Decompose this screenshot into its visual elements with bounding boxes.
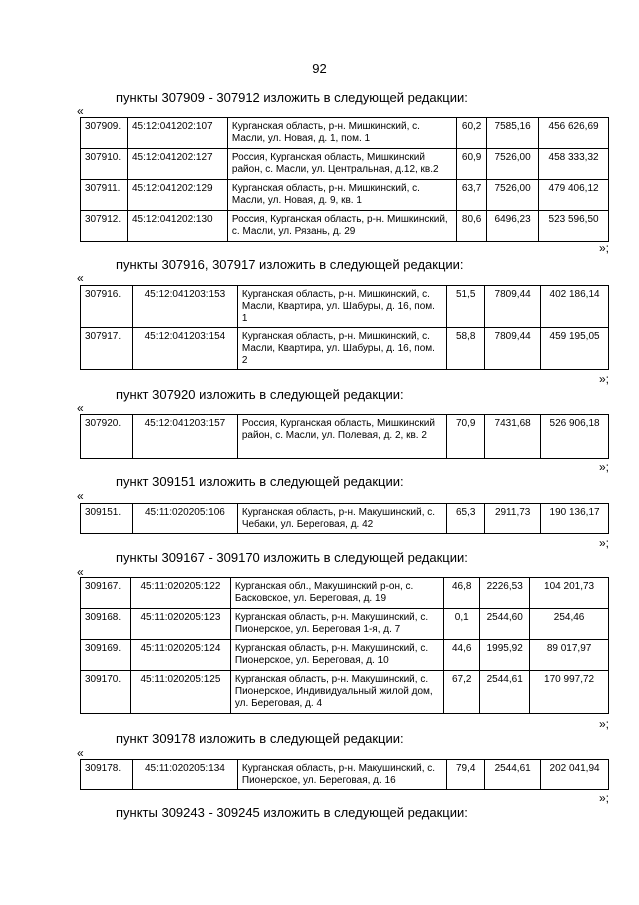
section-intro: пункт 309151 изложить в следующей редакции: bbox=[116, 474, 404, 489]
address: Курганская область, р-н. Мишкинский, с. Масли, ул. Новая, д. 1, пом. 1 bbox=[227, 118, 456, 149]
area: 0,1 bbox=[444, 609, 480, 640]
area: 63,7 bbox=[457, 180, 487, 211]
address: Курганская область, р-н. Макушинский, с. Пионерское, Индивидуальный жилой дом, ул. Береговая, д. 4 bbox=[230, 671, 443, 714]
total: 523 596,50 bbox=[539, 211, 609, 242]
total: 254,46 bbox=[530, 609, 609, 640]
page-number: 92 bbox=[312, 61, 327, 76]
area: 51,5 bbox=[447, 286, 485, 328]
area: 67,2 bbox=[444, 671, 480, 714]
table-row bbox=[81, 149, 609, 180]
total: 202 041,94 bbox=[541, 760, 609, 790]
address: Россия, Курганская область, р-н. Мишкинский, с. Масли, ул. Рязань, д. 29 bbox=[227, 211, 456, 242]
price: 2226,53 bbox=[480, 578, 530, 609]
address: Курганская область, р-н. Мишкинский, с. Масли, Квартира, ул. Шабуры, д. 16, пом. 2 bbox=[237, 328, 446, 370]
table-row bbox=[81, 504, 609, 534]
table-row bbox=[81, 415, 609, 459]
total: 402 186,14 bbox=[541, 286, 609, 328]
price: 2544,61 bbox=[480, 671, 530, 714]
table-row bbox=[81, 180, 609, 211]
table-row bbox=[81, 328, 609, 370]
register-table bbox=[80, 414, 609, 459]
area: 44,6 bbox=[444, 640, 480, 671]
open-quote: « bbox=[77, 401, 84, 415]
row-number: 307910. bbox=[81, 149, 128, 180]
cadastral-number: 45:12:041203:154 bbox=[132, 328, 237, 370]
cadastral-number: 45:12:041202:129 bbox=[127, 180, 227, 211]
row-number: 307916. bbox=[81, 286, 133, 328]
total: 190 136,17 bbox=[541, 504, 609, 534]
cadastral-number: 45:11:020205:125 bbox=[130, 671, 230, 714]
price: 7585,16 bbox=[487, 118, 539, 149]
area: 80,6 bbox=[457, 211, 487, 242]
cadastral-number: 45:11:020205:134 bbox=[132, 760, 237, 790]
row-number: 307909. bbox=[81, 118, 128, 149]
close-quote: »; bbox=[598, 536, 609, 550]
section-intro: пункты 307909 - 307912 изложить в следующей редакции: bbox=[116, 90, 468, 105]
table-row bbox=[81, 671, 609, 714]
section-intro: пункты 307916, 307917 изложить в следующей редакции: bbox=[116, 257, 464, 272]
open-quote: « bbox=[77, 565, 84, 579]
register-table bbox=[80, 117, 609, 242]
address: Курганская область, р-н. Мишкинский, с. Масли, ул. Новая, д. 9, кв. 1 bbox=[227, 180, 456, 211]
area: 58,8 bbox=[447, 328, 485, 370]
address: Курганская область, р-н. Макушинский, с. Пионерское, ул. Береговая, д. 16 bbox=[237, 760, 446, 790]
open-quote: « bbox=[77, 489, 84, 503]
price: 1995,92 bbox=[480, 640, 530, 671]
total: 104 201,73 bbox=[530, 578, 609, 609]
area: 60,9 bbox=[457, 149, 487, 180]
row-number: 307920. bbox=[81, 415, 133, 459]
register-table bbox=[80, 577, 609, 714]
row-number: 307917. bbox=[81, 328, 133, 370]
section-intro: пункты 309167 - 309170 изложить в следующей редакции: bbox=[116, 550, 468, 565]
table-row bbox=[81, 118, 609, 149]
table-row bbox=[81, 640, 609, 671]
cadastral-number: 45:12:041203:153 bbox=[132, 286, 237, 328]
price: 2544,60 bbox=[480, 609, 530, 640]
total: 170 997,72 bbox=[530, 671, 609, 714]
row-number: 309151. bbox=[81, 504, 133, 534]
register-table bbox=[80, 285, 609, 370]
close-quote: »; bbox=[598, 372, 609, 386]
table-row bbox=[81, 286, 609, 328]
table-row bbox=[81, 609, 609, 640]
address: Курганская область, р-н. Макушинский, с. Пионерское, ул. Береговая 1-я, д. 7 bbox=[230, 609, 443, 640]
row-number: 307911. bbox=[81, 180, 128, 211]
row-number: 309178. bbox=[81, 760, 133, 790]
area: 70,9 bbox=[447, 415, 485, 459]
price: 2911,73 bbox=[485, 504, 541, 534]
total: 89 017,97 bbox=[530, 640, 609, 671]
address: Россия, Курганская область, Мишкинский район, с. Масли, ул. Полевая, д. 2, кв. 2 bbox=[237, 415, 446, 459]
cadastral-number: 45:12:041202:107 bbox=[127, 118, 227, 149]
total: 456 626,69 bbox=[539, 118, 609, 149]
open-quote: « bbox=[77, 104, 84, 118]
total: 479 406,12 bbox=[539, 180, 609, 211]
close-quote: »; bbox=[598, 460, 609, 474]
row-number: 309169. bbox=[81, 640, 131, 671]
address: Россия, Курганская область, Мишкинский район, с. Масли, ул. Центральная, д.12, кв.2 bbox=[227, 149, 456, 180]
cadastral-number: 45:12:041202:130 bbox=[127, 211, 227, 242]
price: 7431,68 bbox=[485, 415, 541, 459]
price: 2544,61 bbox=[485, 760, 541, 790]
price: 7809,44 bbox=[485, 328, 541, 370]
close-quote: »; bbox=[598, 791, 609, 805]
price: 7809,44 bbox=[485, 286, 541, 328]
area: 60,2 bbox=[457, 118, 487, 149]
table-row bbox=[81, 211, 609, 242]
table-row bbox=[81, 760, 609, 790]
address: Курганская область, р-н. Макушинский, с. Чебаки, ул. Береговая, д. 42 bbox=[237, 504, 446, 534]
register-table bbox=[80, 503, 609, 534]
price: 7526,00 bbox=[487, 149, 539, 180]
price: 7526,00 bbox=[487, 180, 539, 211]
open-quote: « bbox=[77, 746, 84, 760]
address: Курганская обл., Макушинский р-он, с. Басковское, ул. Береговая, д. 19 bbox=[230, 578, 443, 609]
area: 79,4 bbox=[447, 760, 485, 790]
cadastral-number: 45:12:041203:157 bbox=[132, 415, 237, 459]
table-row bbox=[81, 578, 609, 609]
cadastral-number: 45:11:020205:124 bbox=[130, 640, 230, 671]
open-quote: « bbox=[77, 271, 84, 285]
total: 526 906,18 bbox=[541, 415, 609, 459]
row-number: 309167. bbox=[81, 578, 131, 609]
cadastral-number: 45:11:020205:122 bbox=[130, 578, 230, 609]
total: 458 333,32 bbox=[539, 149, 609, 180]
close-quote: »; bbox=[598, 717, 609, 731]
cadastral-number: 45:11:020205:106 bbox=[132, 504, 237, 534]
price: 6496,23 bbox=[487, 211, 539, 242]
close-quote: »; bbox=[598, 241, 609, 255]
total: 459 195,05 bbox=[541, 328, 609, 370]
area: 46,8 bbox=[444, 578, 480, 609]
register-table bbox=[80, 759, 609, 790]
address: Курганская область, р-н. Мишкинский, с. Масли, Квартира, ул. Шабуры, д. 16, пом. 1 bbox=[237, 286, 446, 328]
cadastral-number: 45:12:041202:127 bbox=[127, 149, 227, 180]
area: 65,3 bbox=[447, 504, 485, 534]
row-number: 309168. bbox=[81, 609, 131, 640]
cadastral-number: 45:11:020205:123 bbox=[130, 609, 230, 640]
section-intro: пункты 309243 - 309245 изложить в следующей редакции: bbox=[116, 805, 468, 820]
address: Курганская область, р-н. Макушинский, с. Пионерское, ул. Береговая, д. 10 bbox=[230, 640, 443, 671]
row-number: 307912. bbox=[81, 211, 128, 242]
section-intro: пункт 309178 изложить в следующей редакции: bbox=[116, 731, 404, 746]
row-number: 309170. bbox=[81, 671, 131, 714]
section-intro: пункт 307920 изложить в следующей редакции: bbox=[116, 387, 404, 402]
